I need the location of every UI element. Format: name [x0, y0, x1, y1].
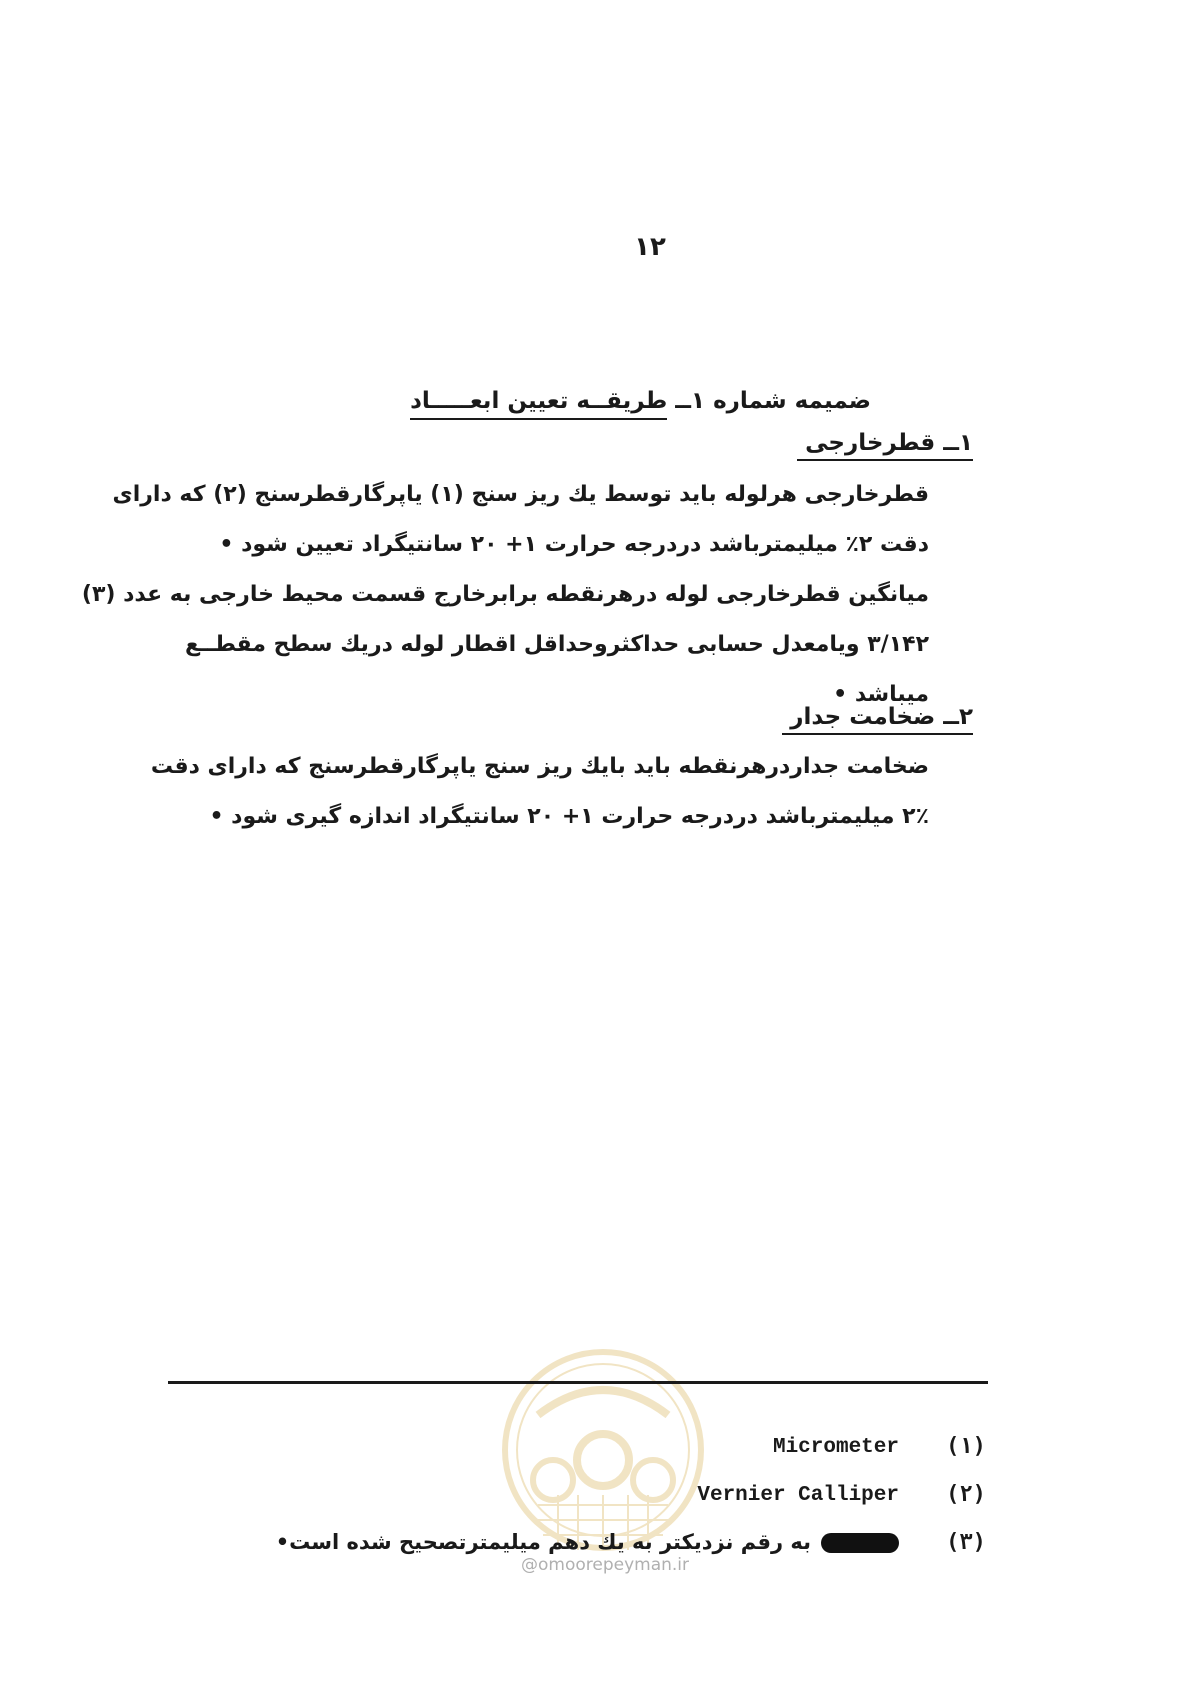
annex-title-main: طریقــه تعیین ابعـــــاد: [410, 388, 667, 420]
body-line: ۲٪ میلیمترباشد دردرجه حرارت ۱+ ۲۰ سانتیگراد اندازه گیری شود •: [209, 804, 929, 829]
footnote-3: [160, 1530, 989, 1574]
footnote-text: [276, 1530, 899, 1554]
footnote-1: [160, 1434, 989, 1478]
section-heading-wall-thickness: ۲ــ ضخامت جدار: [782, 704, 973, 735]
footnote-term: Micrometer: [772, 1436, 899, 1459]
body-line: میباشد •: [833, 682, 929, 707]
footnote-number: (۳): [946, 1530, 986, 1555]
body-line: ضخامت جداردرهرنقطه باید بایك ریز سنج یاپرگارقطرسنج که دارای دقت: [150, 754, 929, 779]
section-heading-outer-diameter: ۱ــ قطرخارجی: [797, 430, 973, 461]
annex-title: [410, 388, 871, 414]
page-number: ۱۲: [634, 232, 666, 262]
body-line: دقت ۲٪ میلیمترباشد دردرجه حرارت ۱+ ۲۰ سانتیگراد تعیین شود •: [219, 532, 929, 557]
footnote-term: Vernier Calliper: [697, 1484, 899, 1507]
footnote-number: (۲): [946, 1482, 986, 1507]
footnote-text-content: به رقم نزدیکتر به یك دهم میلیمترتصحیح شده است•: [275, 1530, 811, 1554]
annex-title-prefix: ضمیمه شماره ۱ــ: [675, 388, 871, 414]
watermark-url: @omoorepeyman.ir: [520, 1555, 690, 1575]
section-body-outer-diameter: [81, 470, 929, 720]
footnote-2: [160, 1482, 989, 1526]
footnote-number: (۱): [946, 1434, 986, 1459]
redaction-mark: [821, 1533, 899, 1553]
section-body-wall-thickness: [150, 742, 929, 842]
body-line: ۳/۱۴۲ ویامعدل حسابی حداکثروحداقل اقطار لوله دریك سطح مقطــع: [185, 632, 929, 657]
body-line: قطرخارجی هرلوله باید توسط یك ریز سنج (۱) یاپرگارقطرسنج (۲) که دارای: [112, 482, 929, 507]
body-line: میانگین قطرخارجی لوله درهرنقطه برابرخارج قسمت محیط خارجی به عدد (۳): [81, 582, 929, 607]
footnote-divider: [168, 1381, 988, 1384]
